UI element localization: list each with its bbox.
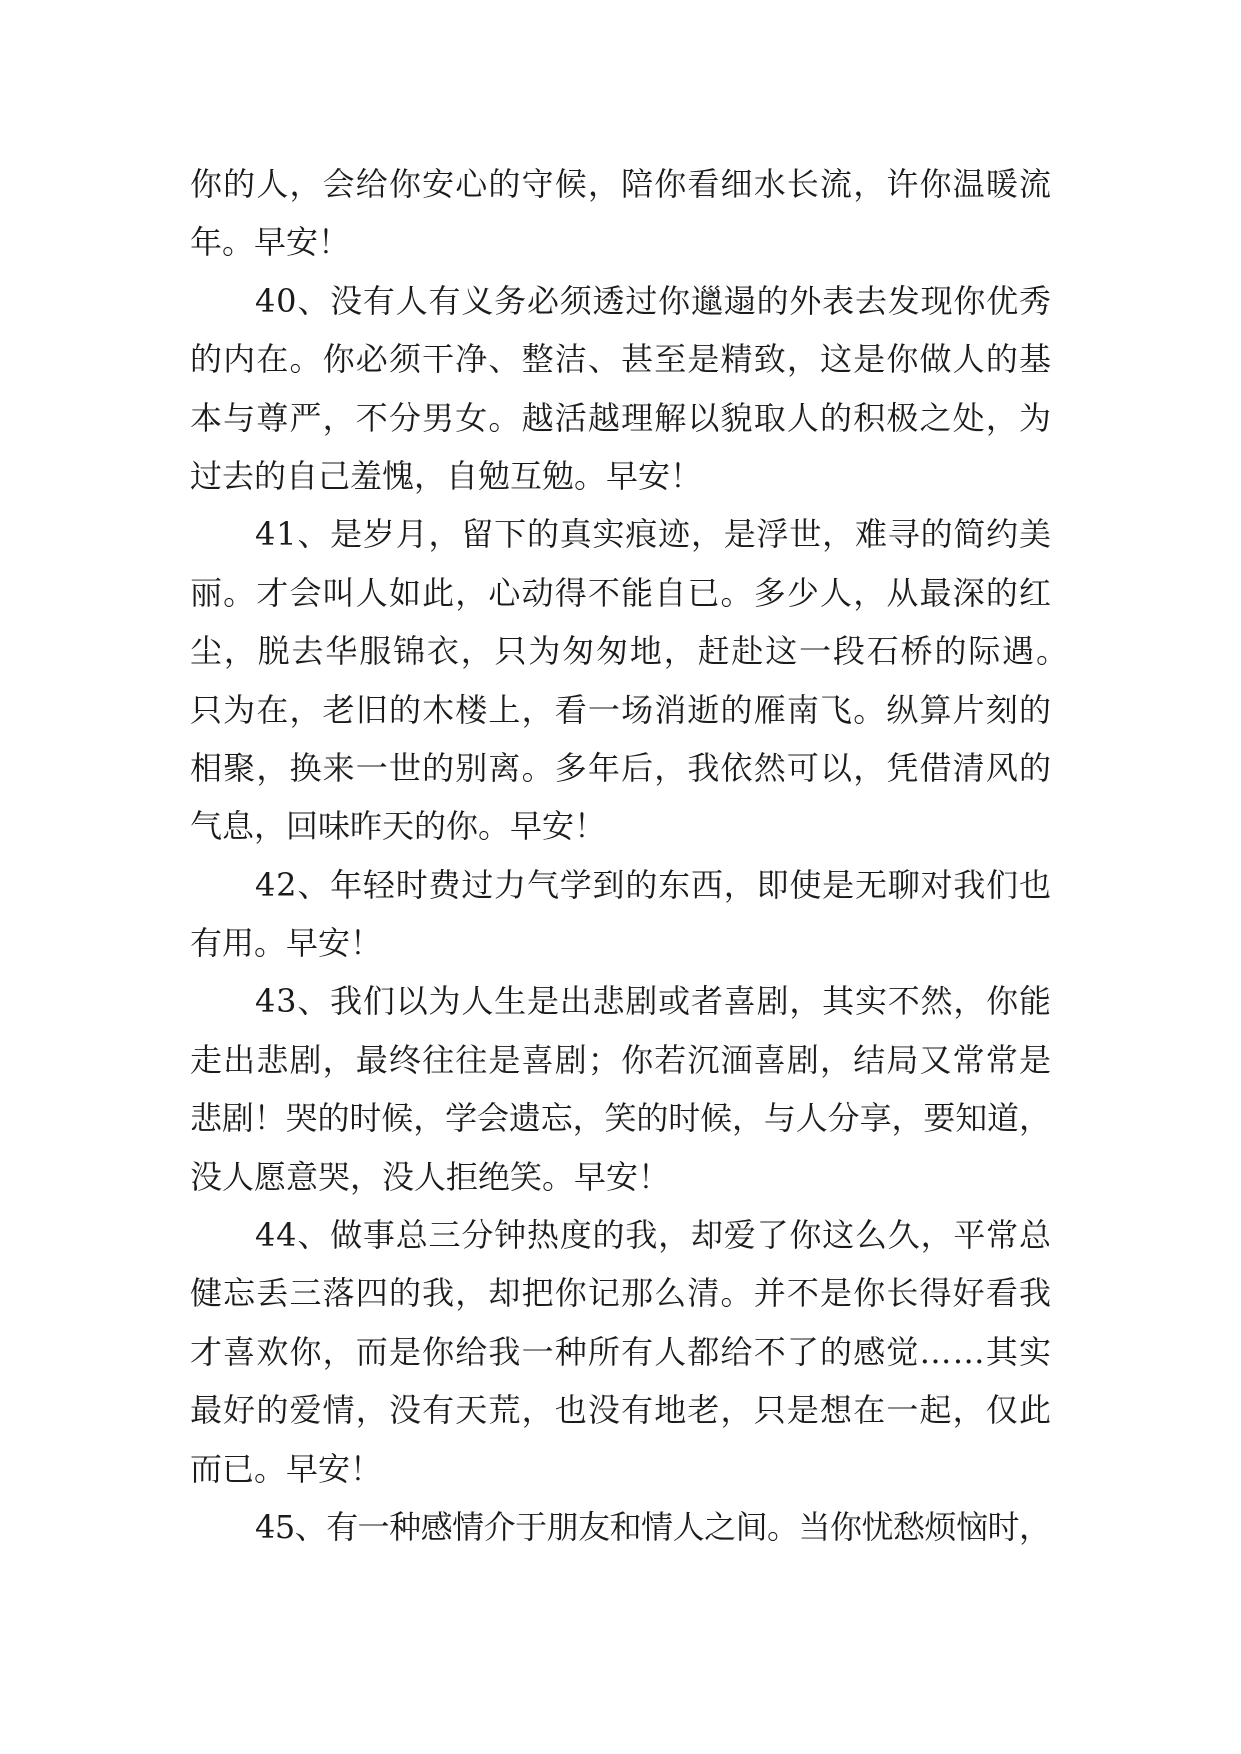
text-line [190,1031,1051,1089]
text-line [190,1089,1051,1147]
paragraph-42 [190,856,1051,973]
line-text: 过去的自己羞愧，自勉互勉。早安！ [190,456,703,495]
text-line [190,1440,1051,1498]
line-text: 44、做事总三分钟热度的我，却爱了你这么久，平常总 [255,1216,1052,1255]
paragraph-continued [190,155,1051,272]
line-text: 本与尊严，不分男女。越活越理解以貌取人的积极之处，为 [190,398,1053,437]
text-line [190,1381,1051,1439]
paragraph-44 [190,1206,1051,1498]
text-line [190,1206,1051,1264]
text-line [190,447,1051,505]
line-text: 气息，回味昨天的你。早安！ [190,807,607,846]
line-text: 尘，脱去华服锦衣，只为匆匆地，赶赴这一段石桥的际遇。 [190,632,1070,671]
text-line [190,856,1051,914]
line-text: 你的人，会给你安心的守候，陪你看细水长流，许你温暖流 [190,165,1053,203]
text-line [190,1264,1051,1322]
text-line [190,564,1051,622]
text-line [190,389,1051,447]
paragraph-40 [190,272,1051,506]
text-line [190,972,1051,1030]
line-text: 没人愿意哭，没人拒绝笑。早安！ [190,1157,671,1196]
text-line [190,1148,1051,1206]
text-line [190,797,1051,855]
line-text: 走出悲剧，最终往往是喜剧；你若沉湎喜剧，结局又常常是 [190,1040,1053,1079]
text-line [190,1323,1051,1381]
line-text: 41、是岁月，留下的真实痕迹，是浮世，难寻的简约美 [255,515,1052,554]
line-text: 相聚，换来一世的别离。多年后，我依然可以，凭借清风的 [190,748,1053,787]
line-text: 悲剧！哭的时候，学会遗忘，笑的时候，与人分享，要知道， [190,1099,1051,1138]
line-text: 的内在。你必须干净、整洁、甚至是精致，这是你做人的基 [190,340,1053,379]
text-line [190,1498,1051,1556]
line-text: 40、没有人有义务必须透过你邋遢的外表去发现你优秀 [255,281,1052,320]
document-page [190,155,1070,1556]
text-line [190,622,1068,680]
line-text: 年。早安！ [190,223,351,262]
line-text: 丽。才会叫人如此，心动得不能自已。多少人，从最深的红 [190,573,1053,612]
line-text: 健忘丢三落四的我，却把你记那么清。并不是你长得好看我 [190,1274,1053,1313]
text-line [190,330,1051,388]
text-line [190,681,1051,739]
paragraph-43 [190,972,1051,1206]
text-line [190,505,1051,563]
line-text: 45、有一种感情介于朋友和情人之间。当你忧愁烦恼时， [255,1507,1051,1546]
line-text: 43、我们以为人生是出悲剧或者喜剧，其实不然，你能 [255,982,1052,1021]
line-text: 只为在，老旧的木楼上，看一场消逝的雁南飞。纵算片刻的 [190,690,1053,729]
paragraph-41 [190,505,1070,855]
line-text: 有用。早安！ [190,924,383,963]
text-line [190,213,1051,271]
line-text: 才喜欢你，而是你给我一种所有人都给不了的感觉……其实 [190,1332,1053,1371]
text-line [190,914,1051,972]
text-line [190,739,1051,797]
line-text: 42、年轻时费过力气学到的东西，即使是无聊对我们也 [255,865,1052,904]
paragraph-45 [190,1498,1051,1556]
text-line [190,155,1051,213]
line-text: 而已。早安！ [190,1449,383,1488]
line-text: 最好的爱情，没有天荒，也没有地老，只是想在一起，仅此 [190,1391,1053,1430]
text-line [190,272,1051,330]
